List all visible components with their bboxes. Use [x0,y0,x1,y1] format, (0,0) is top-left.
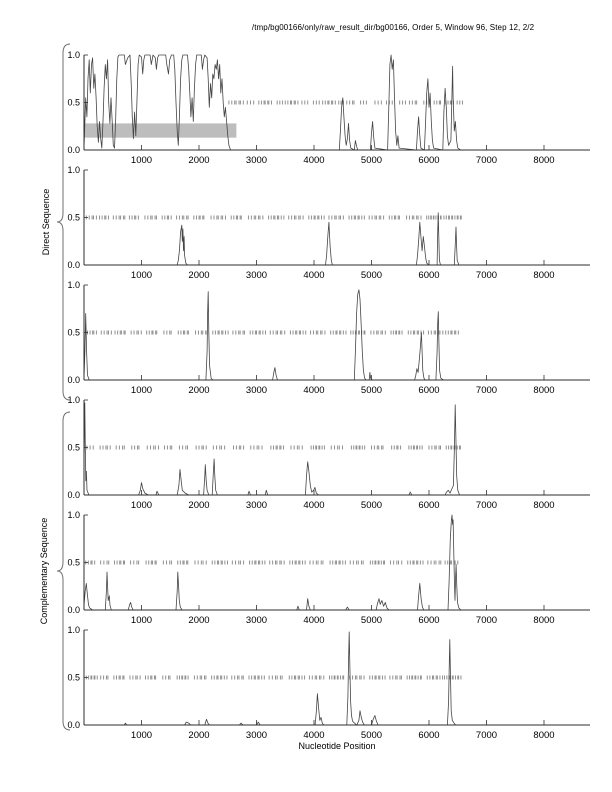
x-tick-label: 7000 [475,385,498,396]
x-tick-label: 7000 [475,615,498,626]
x-tick-label: 5000 [360,155,383,166]
x-tick-label: 8000 [533,730,555,741]
x-tick-label: 4000 [303,270,325,281]
x-tick-label: 3000 [245,155,268,166]
y-tick-label: 0.0 [67,605,80,615]
x-tick-label: 6000 [418,500,440,511]
x-tick-label: 1000 [130,270,153,281]
gene-highlight-bar [84,123,236,137]
x-tick-label: 2000 [188,155,210,166]
x-tick-label: 7000 [475,500,498,511]
plot-title: /tmp/bg00166/only/raw_result_dir/bg00166, Order 5, Window 96, Step 12, 2/2 [251,23,535,32]
x-tick-label: 8000 [533,270,555,281]
x-tick-label: 2000 [188,615,210,626]
y-tick-label: 0.0 [67,720,80,730]
x-tick-label: 5000 [360,730,383,741]
x-tick-label: 1000 [130,615,153,626]
x-tick-label: 4000 [303,730,325,741]
y-tick-label: 1.0 [67,50,80,60]
x-tick-label: 3000 [245,615,268,626]
coding-probability-curve [84,632,579,725]
y-tick-label: 0.0 [67,260,80,270]
y-tick-label: 0.5 [67,327,80,338]
x-tick-label: 7000 [475,155,498,166]
y-tick-label: 1.0 [67,510,80,520]
x-tick-label: 1000 [130,500,153,511]
direct-sequence-label: Direct Sequence [41,188,51,256]
x-tick-label: 2000 [188,270,210,281]
x-tick-label: 7000 [475,730,498,741]
x-tick-label: 4000 [303,155,325,166]
x-tick-label: 1000 [130,155,153,166]
x-tick-label: 5000 [360,270,383,281]
x-tick-label: 2000 [188,500,210,511]
y-tick-label: 0.0 [67,375,80,385]
x-tick-label: 1000 [130,385,153,396]
x-tick-label: 5000 [360,385,383,396]
complementary-sequence-label: Complementary Sequence [39,517,49,625]
x-tick-label: 3000 [245,500,268,511]
y-tick-label: 0.0 [67,145,80,155]
x-tick-label: 7000 [475,270,498,281]
x-tick-label: 3000 [245,385,268,396]
x-tick-label: 6000 [418,730,440,741]
y-tick-label: 0.5 [67,212,80,223]
x-tick-label: 8000 [533,500,555,511]
x-tick-label: 2000 [188,385,210,396]
x-tick-label: 8000 [533,615,555,626]
x-tick-label: 8000 [533,155,555,166]
x-tick-label: 3000 [245,730,268,741]
y-tick-label: 0.5 [67,442,80,453]
y-tick-label: 1.0 [67,165,80,175]
y-tick-label: 1.0 [67,625,80,635]
x-tick-label: 6000 [418,385,440,396]
x-tick-label: 5000 [360,615,383,626]
x-tick-label: 6000 [418,155,440,166]
y-tick-label: 1.0 [67,280,80,290]
coding-probability-curve [84,213,579,265]
x-tick-label: 8000 [533,385,555,396]
x-tick-label: 6000 [418,270,440,281]
y-tick-label: 0.5 [67,557,80,568]
y-tick-label: 0.5 [67,97,80,108]
x-axis-label: Nucleotide Position [298,741,376,751]
x-tick-label: 2000 [188,730,210,741]
coding-probability-curve [84,290,579,380]
x-tick-label: 3000 [245,270,268,281]
x-tick-label: 4000 [303,500,325,511]
x-tick-label: 1000 [130,730,153,741]
x-tick-label: 6000 [418,615,440,626]
y-tick-label: 0.0 [67,490,80,500]
x-tick-label: 5000 [360,500,383,511]
x-tick-label: 4000 [303,615,325,626]
y-tick-label: 1.0 [67,395,80,405]
y-tick-label: 0.5 [67,672,80,683]
x-tick-label: 4000 [303,385,325,396]
coding-probability-curve [84,515,579,610]
